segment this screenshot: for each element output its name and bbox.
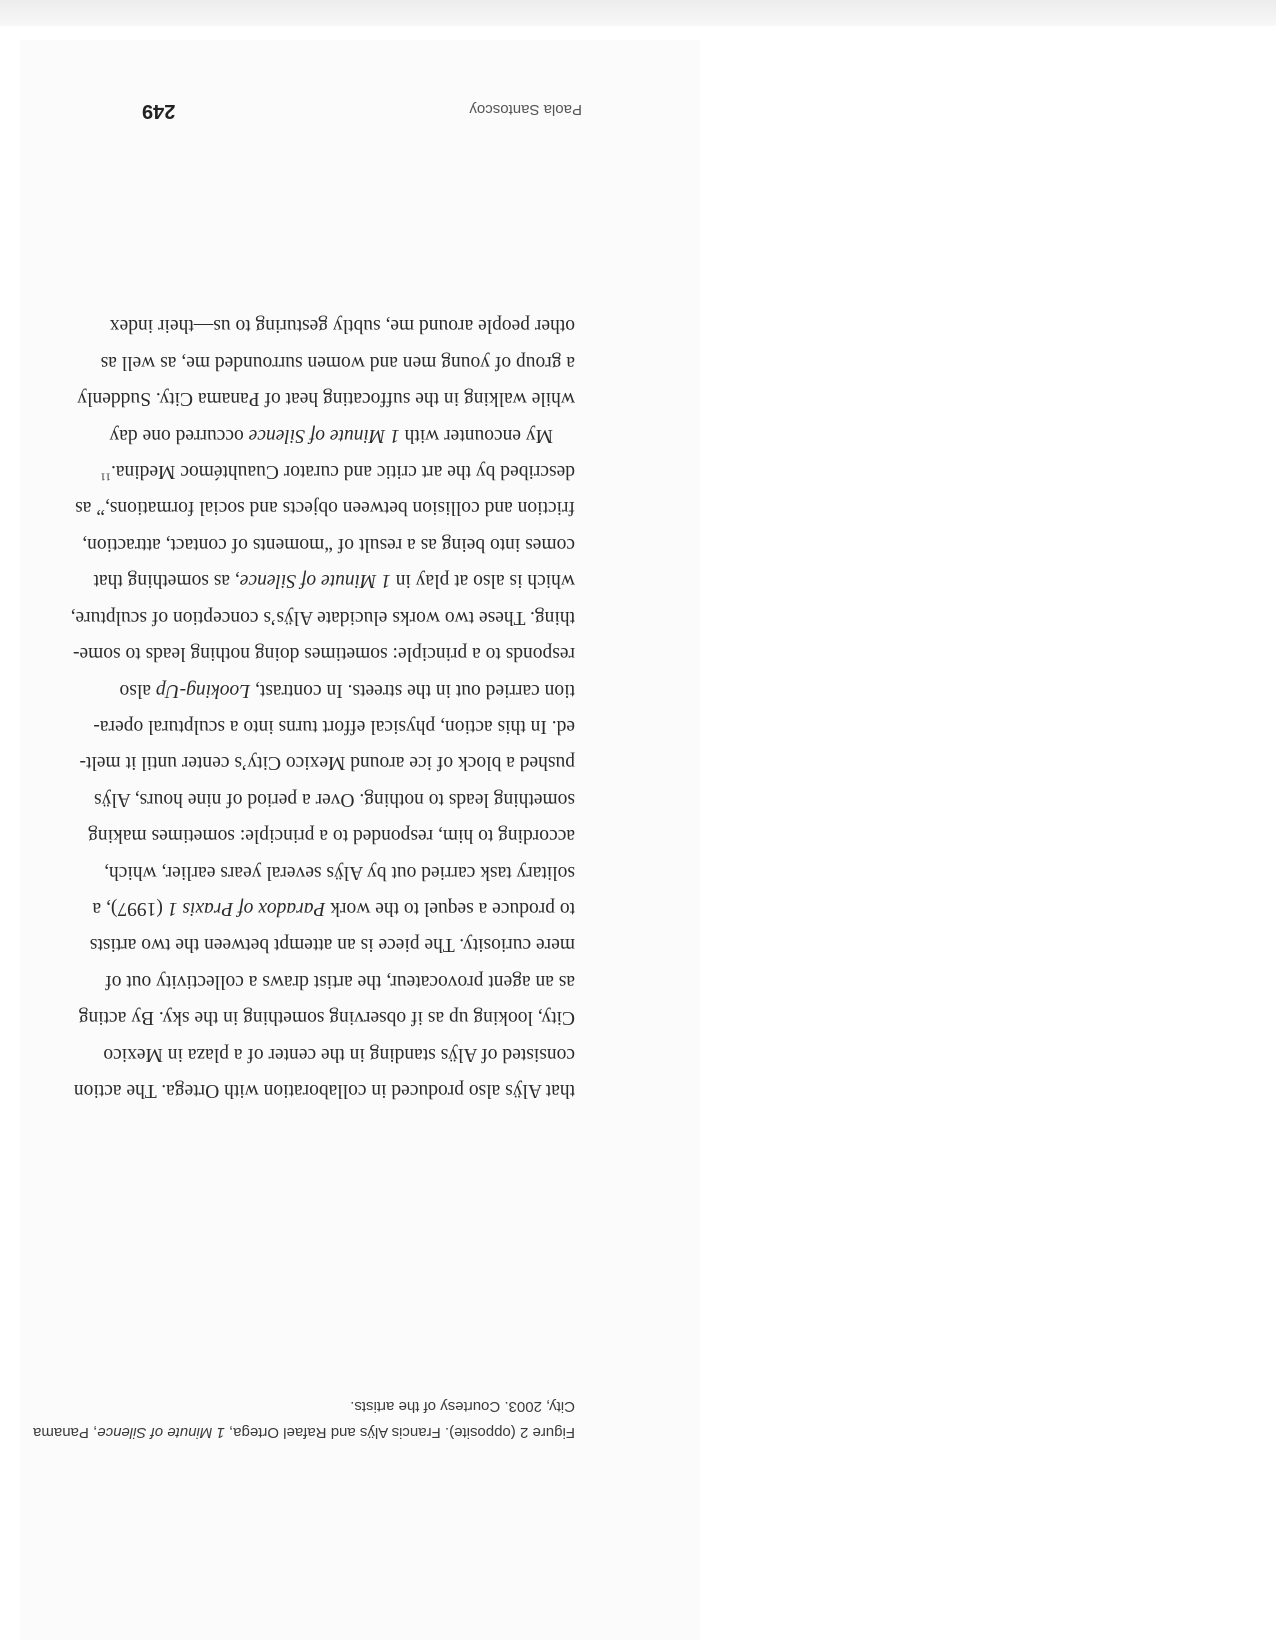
text-line: while walking in the suffocating heat of Panama City. Suddenly: [77, 388, 575, 410]
text-segment: My encounter with: [399, 424, 553, 446]
figure-caption: [33, 1393, 575, 1445]
text-line: City, looking up as if observing something in the sky. By acting: [78, 1007, 575, 1029]
text-line: thing. These two works elucidate Alÿs’s conception of sculpture,: [70, 606, 575, 628]
text-segment: to produce a sequel to the work: [325, 897, 575, 919]
text-segment: , as something that: [93, 570, 240, 592]
body-text: [70, 307, 575, 1108]
text-segment: described by the art critic and curator Cuauhtémoc Medina.: [110, 461, 575, 483]
caption-text: , Panama: [33, 1424, 98, 1441]
text-line: [92, 890, 575, 926]
work-title: 1 Minute of Silence: [239, 570, 391, 592]
work-title: 1 Minute of Silence: [248, 424, 400, 446]
text-segment: also: [119, 679, 156, 701]
work-title: Paradox of Praxis 1: [167, 897, 326, 919]
text-segment: occurred one day: [109, 424, 249, 446]
text-line: comes into being as a result of “moments of contact, attraction,: [82, 533, 575, 555]
text-line: pushed a block of ice around Mexico City’s center until it melt-: [79, 752, 575, 774]
scan-edge: [0, 0, 1276, 26]
text-line: that Alÿs also produced in collaboration with Ortega. The action: [73, 1080, 575, 1101]
text-line: as an agent provocateur, the artist draws a collectivity out of: [105, 970, 575, 992]
caption-line: [33, 1419, 575, 1445]
text-line: [100, 453, 575, 489]
caption-text: Figure 2 (opposite). Francis Alÿs and Rafael Ortega,: [224, 1424, 575, 1441]
caption-work-title: 1 Minute of Silence: [97, 1424, 225, 1441]
text-line: something leads to nothing. Over a period of nine hours, Alÿs: [94, 788, 575, 810]
running-head: [142, 92, 582, 122]
text-line: [109, 416, 575, 452]
text-line: solitary task carried out by Alÿs several years earlier, which,: [104, 861, 575, 883]
text-line: [119, 671, 575, 707]
text-line: friction and collision between objects and social formations,” as: [75, 497, 575, 519]
text-line: other people around me, subtly gesturing to us—their index: [109, 315, 575, 337]
page-number: 249: [142, 100, 176, 122]
text-line: consisted of Alÿs standing in the center of a plaza in Mexico: [103, 1043, 575, 1065]
text-segment: (1997), a: [92, 897, 168, 919]
book-page-upside-down: [20, 40, 700, 1640]
text-line: according to him, responded to a principle: sometimes making: [88, 825, 575, 847]
text-segment: which is also at play in: [390, 570, 575, 592]
running-head-author: Paola Santoscoy: [469, 101, 582, 118]
text-segment: tion carried out in the streets. In contrast,: [250, 679, 575, 701]
footnote-marker: 11: [100, 470, 111, 483]
caption-line: City, 2003. Courtesy of the artists.: [350, 1398, 575, 1415]
text-line: ed. In this action, physical effort turns into a sculptural opera-: [93, 715, 575, 737]
text-line: a group of young men and women surrounded me, as well as: [100, 351, 575, 373]
work-title: Looking-Up: [155, 679, 251, 701]
text-line: responds to a principle: sometimes doing nothing leads to some-: [72, 643, 575, 665]
text-line: mere curiosity. The piece is an attempt between the two artists: [89, 934, 575, 956]
text-line: [93, 562, 575, 598]
